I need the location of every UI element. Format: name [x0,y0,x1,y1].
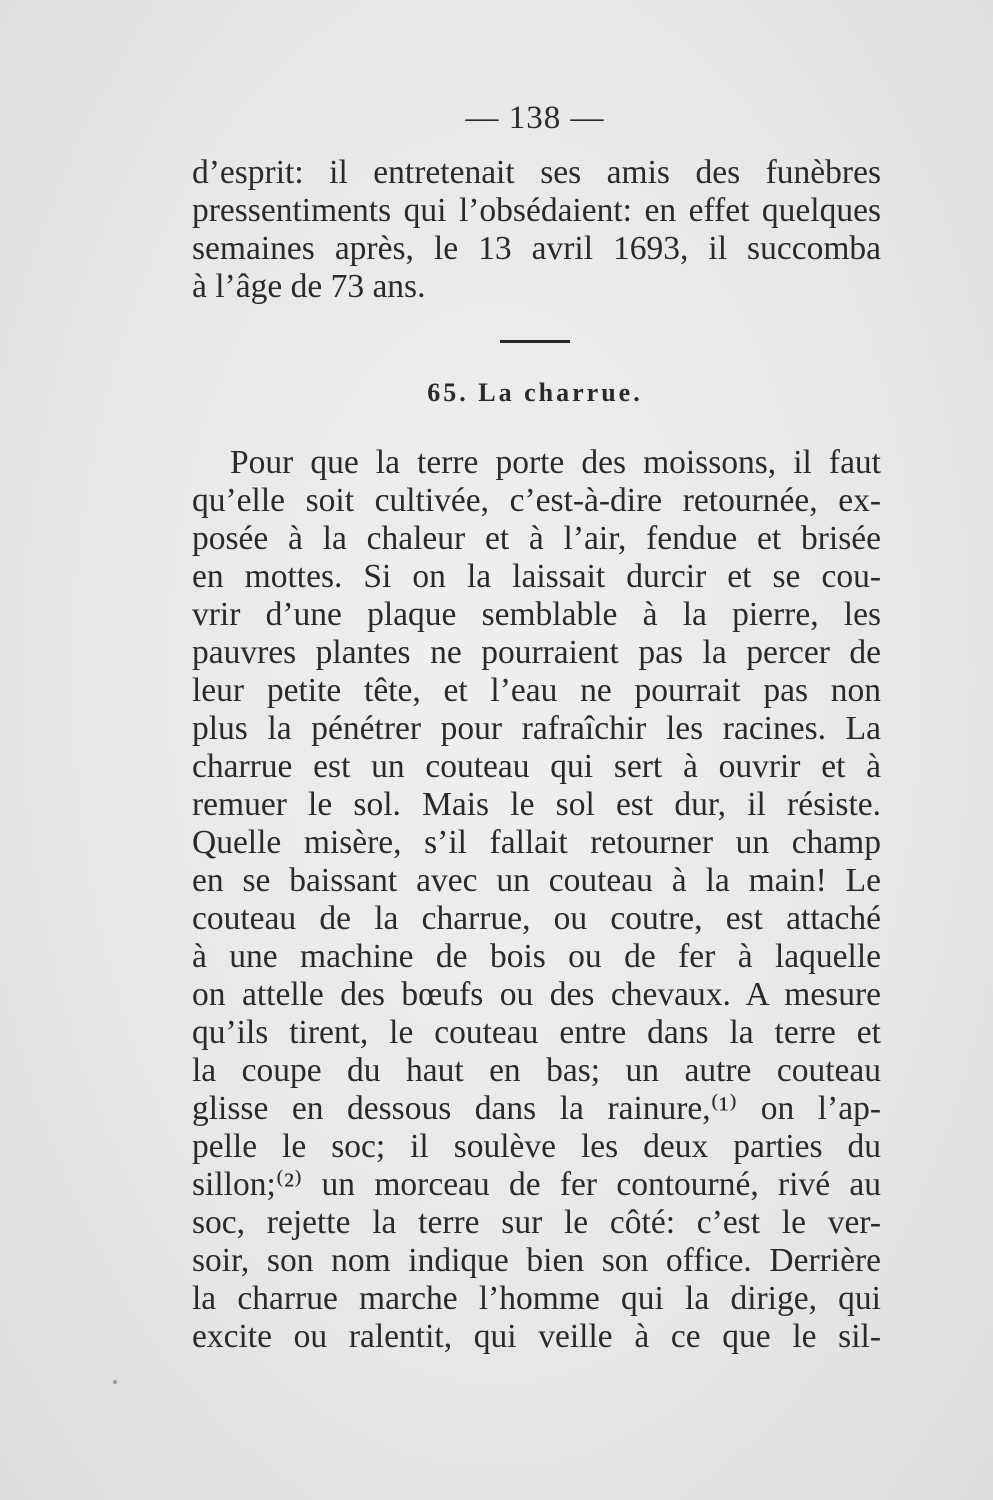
section-divider [500,340,570,343]
paper-speck [113,1380,117,1384]
text-line: semaines après, le 13 avril 1693, il succomba [192,230,881,267]
text-line: à une machine de bois ou de fer à laquelle [192,938,881,975]
text-line: la charrue marche l’homme qui la dirige, qui [192,1280,881,1317]
text-line: leur petite tête, et l’eau ne pourrait pas non [192,672,881,709]
text-line: soir, son nom indique bien son office. Derrière [192,1242,881,1279]
text-line: plus la pénétrer pour rafraîchir les racines. La [192,710,881,747]
text-line: à l’âge de 73 ans. [192,268,426,305]
text-line: vrir d’une plaque semblable à la pierre, les [192,596,881,633]
text-line: couteau de la charrue, ou coutre, est attaché [192,900,881,937]
text-line: d’esprit: il entretenait ses amis des funèbres [192,154,881,191]
text-line: pelle le soc; il soulève les deux parties du [192,1128,881,1165]
page-number: — 138 — [465,100,605,136]
text-line: pauvres plantes ne pourraient pas la percer de [192,634,881,671]
text-line: qu’ils tirent, le couteau entre dans la terre et [192,1014,881,1051]
text-line: en mottes. Si on la laissait durcir et se cou- [192,558,881,595]
text-line: excite ou ralentit, qui veille à ce que le sil- [192,1318,881,1355]
text-line: pressentiments qui l’obsédaient: en effet quelques [192,192,881,229]
text-line: la coupe du haut en bas; un autre couteau [192,1052,881,1089]
text-line: Quelle misère, s’il fallait retourner un champ [192,824,881,861]
text-line: en se baissant avec un couteau à la main! Le [192,862,881,899]
text-line: qu’elle soit cultivée, c’est-à-dire retournée, ex- [192,482,881,519]
text-line: remuer le sol. Mais le sol est dur, il résiste. [192,786,881,823]
text-line: glisse en dessous dans la rainure,⁽¹⁾ on l’ap- [192,1090,881,1127]
text-line: on attelle des bœufs ou des chevaux. A mesure [192,976,881,1013]
text-line: charrue est un couteau qui sert à ouvrir et à [192,748,881,785]
text-line: sillon;⁽²⁾ un morceau de fer contourné, rivé au [192,1166,881,1203]
text-line: Pour que la terre porte des moissons, il faut [230,444,881,481]
text-line: soc, rejette la terre sur le côté: c’est le ver- [192,1204,881,1241]
text-line: posée à la chaleur et à l’air, fendue et brisée [192,520,881,557]
section-heading: 65. La charrue. [427,378,643,407]
